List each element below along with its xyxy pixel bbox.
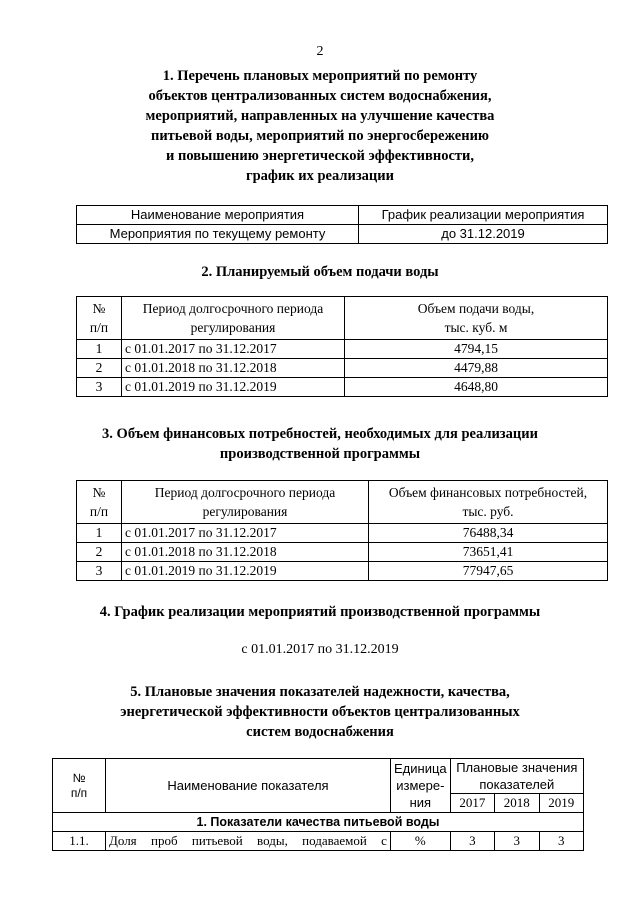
header-line: ния xyxy=(409,795,432,810)
table-header-row xyxy=(77,297,608,340)
table-header-row xyxy=(53,759,584,794)
header-line: Плановые значения xyxy=(456,760,578,775)
title-line: 2. Планируемый объем подачи воды xyxy=(201,264,439,280)
page-number: 2 xyxy=(316,44,324,59)
word: подаваемой xyxy=(302,833,367,848)
table-cell: 3 xyxy=(77,562,122,581)
group-title: 1. Показатели качества питьевой воды xyxy=(53,813,584,832)
word: с xyxy=(381,833,387,848)
table-row xyxy=(77,359,608,378)
table-cell: 3 xyxy=(450,832,494,851)
table-cell: с 01.01.2019 по 31.12.2019 xyxy=(122,378,345,397)
table-cell: 3 xyxy=(539,832,583,851)
title-line: питьевой воды, мероприятий по энергосбережению xyxy=(150,128,490,144)
header-line: регулирования xyxy=(202,504,288,519)
title-line: 4. График реализации мероприятий производственной программы xyxy=(99,604,541,620)
word: Доля xyxy=(109,833,137,848)
section-5-title xyxy=(0,682,640,742)
year-cell: 2017 xyxy=(450,794,494,813)
header-cell xyxy=(450,759,583,794)
header-cell: Наименование мероприятия xyxy=(77,206,359,225)
header-cell xyxy=(77,481,122,524)
table-cell xyxy=(106,832,391,851)
header-line: тыс. руб. xyxy=(462,504,514,519)
header-line: Период долгосрочного периода xyxy=(142,301,324,316)
section-4-period: с 01.01.2017 по 31.12.2019 xyxy=(241,642,399,657)
header-line: п/п xyxy=(89,320,109,335)
header-line: тыс. куб. м xyxy=(444,320,508,335)
year-cell: 2018 xyxy=(495,794,539,813)
table-cell: 3 xyxy=(495,832,539,851)
title-line: 3. Объем финансовых потребностей, необходимых для реализации xyxy=(102,426,538,442)
table-row xyxy=(77,225,608,244)
table-cell: % xyxy=(391,832,451,851)
table-row xyxy=(77,562,608,581)
header-line: показателей xyxy=(479,777,555,792)
table-header-row xyxy=(77,481,608,524)
table-cell: 1 xyxy=(77,340,122,359)
title-line: производственной программы xyxy=(219,446,421,462)
table-cell: 76488,34 xyxy=(369,524,608,543)
title-line: и повышению энергетической эффективности, xyxy=(166,148,474,164)
table-row xyxy=(77,543,608,562)
header-cell: Наименование показателя xyxy=(106,759,391,813)
title-line: систем водоснабжения xyxy=(246,724,394,740)
year-cell: 2019 xyxy=(539,794,583,813)
header-line: п/п xyxy=(70,785,88,800)
header-line: Единица xyxy=(394,761,447,776)
header-cell: График реализации мероприятия xyxy=(359,206,608,225)
section-4-title xyxy=(0,602,640,622)
header-line: регулирования xyxy=(190,320,276,335)
header-cell xyxy=(391,759,451,813)
title-line: график их реализации xyxy=(245,168,394,184)
title-line: 1. Перечень плановых мероприятий по ремонту xyxy=(162,68,478,84)
table-cell: 1.1. xyxy=(53,832,106,851)
header-line: № xyxy=(92,485,106,500)
title-line: мероприятий, направленных на улучшение качества xyxy=(145,108,495,124)
table-cell: с 01.01.2018 по 31.12.2018 xyxy=(122,359,345,378)
header-line: измере- xyxy=(396,778,445,793)
table-cell: 2 xyxy=(77,543,122,562)
section-3-title xyxy=(0,424,640,464)
header-cell xyxy=(345,297,608,340)
header-line: Объем финансовых потребностей, xyxy=(388,485,588,500)
section-1-title xyxy=(0,66,640,186)
table-cell: с 01.01.2018 по 31.12.2018 xyxy=(122,543,369,562)
financial-needs-table xyxy=(76,480,608,581)
table-cell: 1 xyxy=(77,524,122,543)
table-cell: с 01.01.2019 по 31.12.2019 xyxy=(122,562,369,581)
table-cell: 4479,88 xyxy=(345,359,608,378)
table-group-row xyxy=(53,813,584,832)
title-line: объектов централизованных систем водоснабжения, xyxy=(148,88,492,104)
table-cell: 4648,80 xyxy=(345,378,608,397)
title-line: энергетической эффективности объектов централизованных xyxy=(120,704,520,720)
header-cell xyxy=(77,297,122,340)
table-cell: до 31.12.2019 xyxy=(359,225,608,244)
table-cell: с 01.01.2017 по 31.12.2017 xyxy=(122,340,345,359)
header-line: № xyxy=(92,301,106,316)
section-2-title xyxy=(0,262,640,282)
table-cell: 73651,41 xyxy=(369,543,608,562)
table-row xyxy=(53,832,584,851)
header-line: Объем подачи воды, xyxy=(417,301,535,316)
table-cell: Мероприятия по текущему ремонту xyxy=(77,225,359,244)
table-cell: 77947,65 xyxy=(369,562,608,581)
indicator-name xyxy=(109,832,387,850)
table-row xyxy=(77,524,608,543)
table-cell: 3 xyxy=(77,378,122,397)
word: питьевой xyxy=(191,833,243,848)
table-cell: 2 xyxy=(77,359,122,378)
table-row xyxy=(77,340,608,359)
header-cell xyxy=(53,759,106,813)
water-supply-table xyxy=(76,296,608,397)
word: проб xyxy=(151,833,178,848)
header-line: № xyxy=(72,770,86,785)
indicators-table xyxy=(52,758,584,851)
table-cell: 4794,15 xyxy=(345,340,608,359)
title-line: 5. Плановые значения показателей надежности, качества, xyxy=(130,684,510,700)
header-cell xyxy=(369,481,608,524)
header-cell xyxy=(122,297,345,340)
table-cell: с 01.01.2017 по 31.12.2017 xyxy=(122,524,369,543)
header-cell xyxy=(122,481,369,524)
table-header-row xyxy=(77,206,608,225)
events-table xyxy=(76,205,608,244)
header-line: п/п xyxy=(89,504,109,519)
word: воды, xyxy=(257,833,288,848)
header-line: Период долгосрочного периода xyxy=(154,485,336,500)
table-row xyxy=(77,378,608,397)
